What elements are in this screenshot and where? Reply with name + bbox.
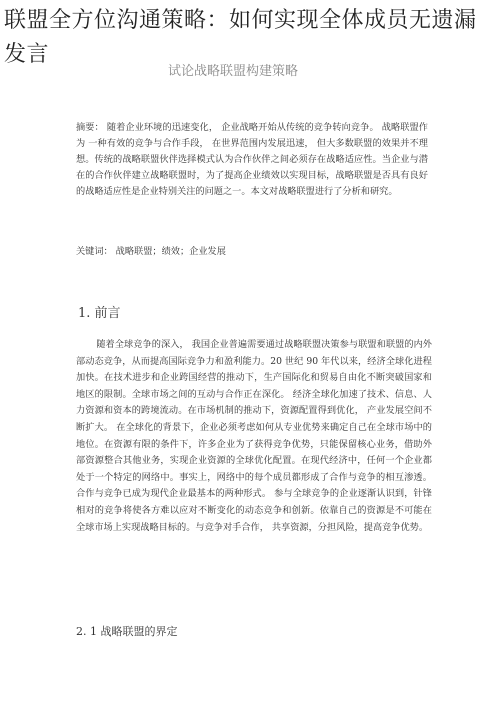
abstract-paragraph: 摘要： 随着企业环境的迅速变化， 企业战略开始从传统的竞争转向竞争。 战略联盟作为 一种有效的竞争与合作手段， 在世界范围内发展迅速， 但大多数联盟的效果并不理想。传统的战略联盟伙伴选择模式认为合作伙伴之间必须存在战略适应性。当企业与潜在的合作伙伴建立战略联盟时，为了提高企业绩效以实现目标，战略联盟是否具有良好的战略适应性是企业特别关注的问题之一。本文对战略联盟进行了分析和研究。 [76,122,428,197]
overlay-title: 联盟全方位沟通策略：如何实现全体成员无遗漏发言 [4,8,477,67]
section-heading: 1. 前言 [78,306,121,321]
body-paragraph: 随着全球竞争的深入， 我国企业普遍需要通过战略联盟决策参与联盟和联盟的内外部动态竞争，从而提高国际竞争力和盈利能力。20 世纪 90 年代以来，经济全球化进程加快。在技术进步和企业跨国经营的推动下，生产国际化和贸易自由化不断突破国家和地区的限制。全球市场之间的互动与合作正在深化。 经济全球化加速了技术、信息、人力资源和资本的跨境流动。在市场机制的推动下，资源配置得到优化， 产业发展空间不断扩大。 在全球化的背景下，企业必须考虑如何从专业优势来确定自己在全球市场中的地位。在资源有限的条件下，许多企业为了获得竞争优势，只能保留核心业务，借助外部资源整合其他业务，实现企业资源的全球优化配置。在现代经济中，任何一个企业都处于一个特定的网络中。事实上，网络中的每个成员都形成了合作与竞争的相互渗透。合作与竞争已成为现代企业最基本的两种形式。 参与全球竞争的企业逐渐认识到，针锋相对的竞争将使各方难以应对不断变化的动态竞争和创新。依靠自己的资源是不可能在全球市场上实现战略目标的。与竞争对手合作， 共享资源，分担风险，提高竞争优势。 [76,339,432,533]
document-title: 试论战略联盟构建策略 [168,64,299,79]
keywords-line: 关键词： 战略联盟；绩效；企业发展 [76,246,226,257]
subsection-heading: 2. 1 战略联盟的界定 [76,625,178,638]
